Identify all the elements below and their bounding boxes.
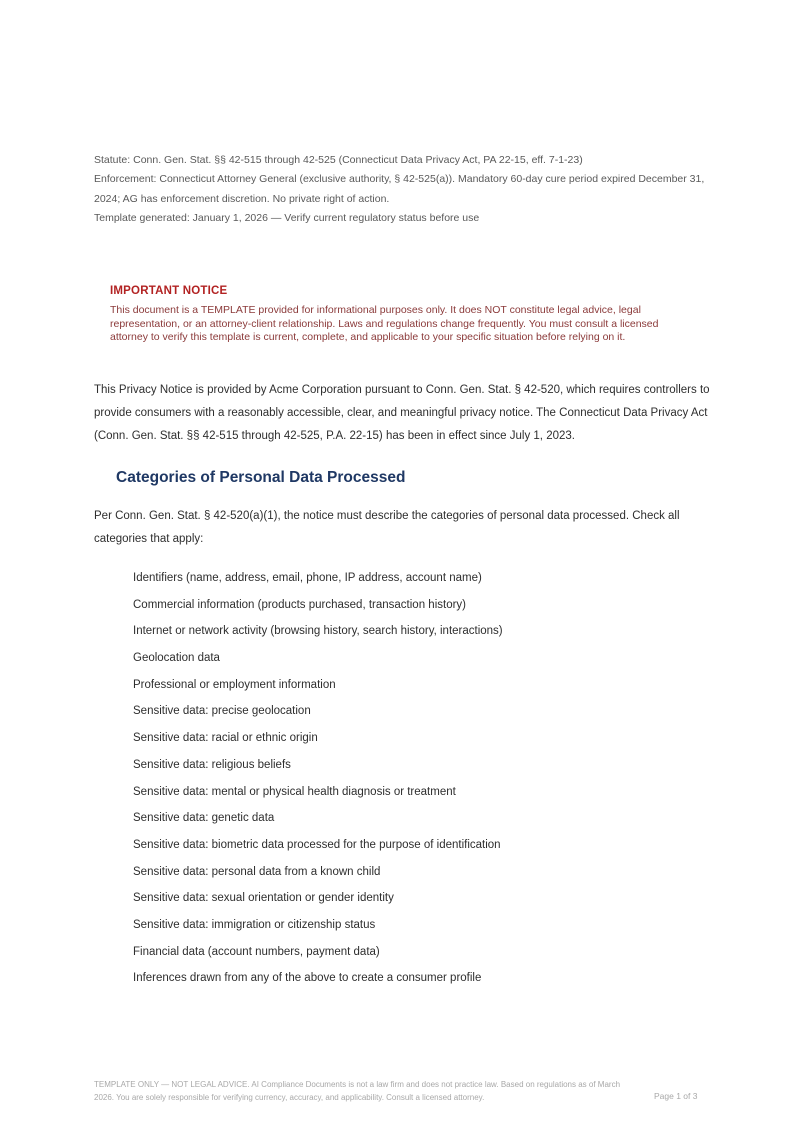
category-list [133, 565, 693, 992]
important-notice-body: This document is a TEMPLATE provided for informational purposes only. It does NOT constitute legal advice, legal representation, or an attorney-client relationship. Laws and regulations change frequently. You must consult a licensed attorney to verify this template is current, complete, and applicable to your specific situation before relying on it. [110, 304, 659, 344]
category-item: Sensitive data: religious beliefs [133, 758, 291, 771]
category-item: Identifiers (name, address, email, phone, IP address, account name) [133, 572, 482, 584]
category-item: Sensitive data: genetic data [133, 812, 275, 825]
statute-line: Statute: Conn. Gen. Stat. §§ 42-515 through 42-525 (Connecticut Data Privacy Act, PA 22-15, eff. 7-1-23) [94, 154, 583, 166]
category-item: Financial data (account numbers, payment data) [133, 945, 380, 958]
category-item: Sensitive data: biometric data processed for the purpose of identification [133, 838, 501, 851]
important-notice [110, 285, 675, 345]
category-item: Sensitive data: sexual orientation or gender identity [133, 892, 394, 905]
category-item: Professional or employment information [133, 678, 336, 691]
category-item: Commercial information (products purchased, transaction history) [133, 598, 466, 611]
category-item: Sensitive data: personal data from a known child [133, 865, 381, 878]
category-item: Sensitive data: precise geolocation [133, 705, 311, 718]
important-notice-title: IMPORTANT NOTICE [110, 285, 228, 297]
page-number: Page 1 of 3 [654, 1091, 698, 1101]
section-description: Per Conn. Gen. Stat. § 42-520(a)(1), the notice must describe the categories of personal data processed. Check all categories that apply: [94, 510, 680, 545]
category-item: Inferences drawn from any of the above to create a consumer profile [133, 972, 482, 985]
category-item: Internet or network activity (browsing history, search history, interactions) [133, 625, 503, 638]
category-item: Sensitive data: mental or physical health diagnosis or treatment [133, 785, 456, 798]
category-item: Geolocation data [133, 652, 220, 665]
enforcement-line: Enforcement: Connecticut Attorney General (exclusive authority, § 42-525(a)). Mandatory 60-day cure period expired December 31, 2024; AG has enforcement discretion. No private right of action. [94, 173, 705, 205]
generated-line: Template generated: January 1, 2026 — Verify current regulatory status before use [94, 212, 480, 225]
footer-disclaimer: TEMPLATE ONLY — NOT LEGAL ADVICE. AI Compliance Documents is not a law firm and does not practice law. Based on regulations as of March 2026. You are solely responsible for verifying currency, accuracy, and applicability. Consult a licensed attorney. [94, 1080, 621, 1102]
category-item: Sensitive data: racial or ethnic origin [133, 732, 318, 745]
category-item: Sensitive data: immigration or citizenship status [133, 918, 376, 931]
intro-paragraph: This Privacy Notice is provided by Acme Corporation pursuant to Conn. Gen. Stat. § 42-520, which requires controllers to provide consumers with a reasonably accessible, clear, and meaningful privacy notice. The Connecticut Data Privacy Act (Conn. Gen. Stat. §§ 42-515 through 42-525, P.A. 22-15) has been in effect since July 1, 2023. [94, 384, 710, 442]
section-heading: Categories of Personal Data Processed [116, 469, 406, 486]
document-meta [94, 151, 722, 229]
